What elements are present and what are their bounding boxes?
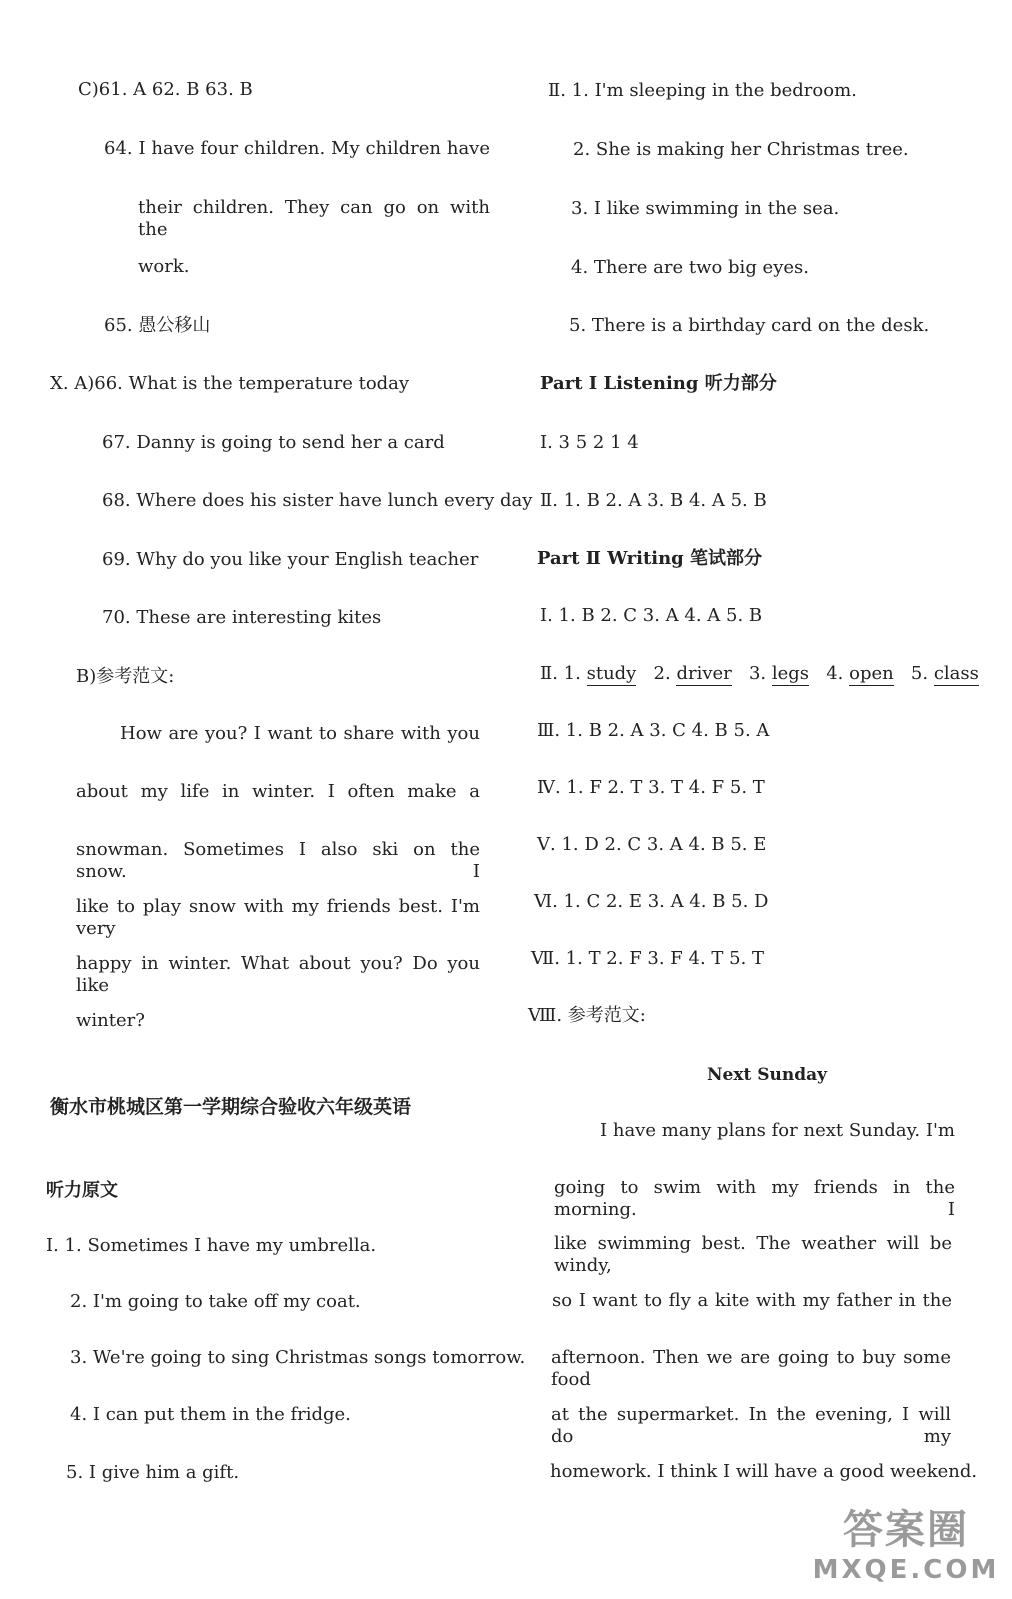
answer-65: 65. 愚公移山 <box>104 315 211 336</box>
script-line: 2. I'm going to take off my coat. <box>70 1291 361 1312</box>
essay-line: snowman. Sometimes I also ski on the snow. I <box>76 839 480 882</box>
writing-answers-iv: Ⅳ. 1. F 2. T 3. T 4. F 5. T <box>537 777 765 798</box>
answer-68: 68. Where does his sister have lunch every day <box>102 490 533 511</box>
listening-answers-i: Ⅰ. 3 5 2 1 4 <box>540 432 639 453</box>
writing-answers-ii <box>540 663 979 685</box>
essay-line: winter? <box>76 1010 145 1031</box>
essay-line: at the supermarket. In the evening, I will do my <box>551 1404 951 1447</box>
listening-answers-ii: Ⅱ. 1. B 2. A 3. B 4. A 5. B <box>540 490 767 511</box>
writing-answers-i: Ⅰ. 1. B 2. C 3. A 4. A 5. B <box>540 605 763 626</box>
script-line: 2. She is making her Christmas tree. <box>573 139 909 160</box>
writing-answers-vii: Ⅶ. 1. T 2. F 3. F 4. T 5. T <box>531 948 765 969</box>
script-line: 5. I give him a gift. <box>66 1462 240 1483</box>
answer-word: class <box>933 663 979 684</box>
answer-number: 2. <box>653 663 671 684</box>
writing-answers-vi: Ⅵ. 1. C 2. E 3. A 4. B 5. D <box>534 891 769 912</box>
answer-word: driver <box>676 663 732 684</box>
answer-number: 4. <box>826 663 844 684</box>
script-line: 5. There is a birthday card on the desk. <box>569 315 930 336</box>
answer-61-63: C)61. A 62. B 63. B <box>78 79 253 100</box>
answer-word: open <box>849 663 894 684</box>
essay-line: happy in winter. What about you? Do you like <box>76 953 480 996</box>
script-line: 3. I like swimming in the sea. <box>571 198 840 219</box>
essay-line: like swimming best. The weather will be windy, <box>554 1233 952 1276</box>
essay-title: Next Sunday <box>707 1065 828 1085</box>
essay-line: How are you? I want to share with you <box>120 723 480 744</box>
watermark-logo <box>806 1505 1006 1595</box>
answer-number: 5. <box>910 663 929 684</box>
answer-64-line1: 64. I have four children. My children have <box>104 138 490 159</box>
answer-word: legs <box>771 663 810 684</box>
answer-67: 67. Danny is going to send her a card <box>102 432 445 453</box>
answer-number: Ⅱ. 1. <box>540 663 581 684</box>
writing-essay-label: Ⅷ. 参考范文: <box>528 1005 646 1026</box>
answer-word: study <box>586 663 637 684</box>
watermark-url: MXQE.COM <box>812 1555 1000 1585</box>
part1-heading: Part Ⅰ Listening 听力部分 <box>540 373 777 394</box>
writing-answers-iii: Ⅲ. 1. B 2. A 3. C 4. B 5. A <box>537 720 770 741</box>
watermark-text: 答案圈 <box>843 1507 969 1553</box>
essay-line: afternoon. Then we are going to buy some food <box>551 1347 951 1390</box>
answer-69: 69. Why do you like your English teacher <box>102 549 479 570</box>
part2-heading: Part Ⅱ Writing 笔试部分 <box>537 548 763 569</box>
essay-label: B)参考范文: <box>76 666 175 687</box>
listening-script-heading: 听力原文 <box>46 1180 118 1201</box>
essay-line: homework. I think I will have a good weekend. <box>550 1461 978 1482</box>
answer-number: 3. <box>748 663 767 684</box>
script-line: 4. There are two big eyes. <box>571 257 809 278</box>
essay-line: I have many plans for next Sunday. I'm <box>600 1120 955 1141</box>
essay-line: so I want to fly a kite with my father in the <box>552 1290 952 1311</box>
essay-line: going to swim with my friends in the morning. I <box>554 1177 955 1220</box>
section-title: 衡水市桃城区第一学期综合验收六年级英语 <box>50 1096 412 1118</box>
script-line: 3. We're going to sing Christmas songs tomorrow. <box>70 1347 526 1368</box>
essay-line: about my life in winter. I often make a <box>76 781 480 802</box>
answer-70: 70. These are interesting kites <box>102 607 382 628</box>
script-line: Ⅰ. 1. Sometimes I have my umbrella. <box>46 1235 377 1256</box>
answer-64-line3: work. <box>138 256 190 277</box>
answer-66: Ⅹ. A)66. What is the temperature today <box>50 373 410 394</box>
writing-answers-v: Ⅴ. 1. D 2. C 3. A 4. B 5. E <box>537 834 767 855</box>
script-line: 4. I can put them in the fridge. <box>70 1404 351 1425</box>
script-line: Ⅱ. 1. I'm sleeping in the bedroom. <box>548 80 857 101</box>
essay-line: like to play snow with my friends best. I'm very <box>76 896 480 939</box>
answer-64-line2: their children. They can go on with the <box>138 197 490 240</box>
